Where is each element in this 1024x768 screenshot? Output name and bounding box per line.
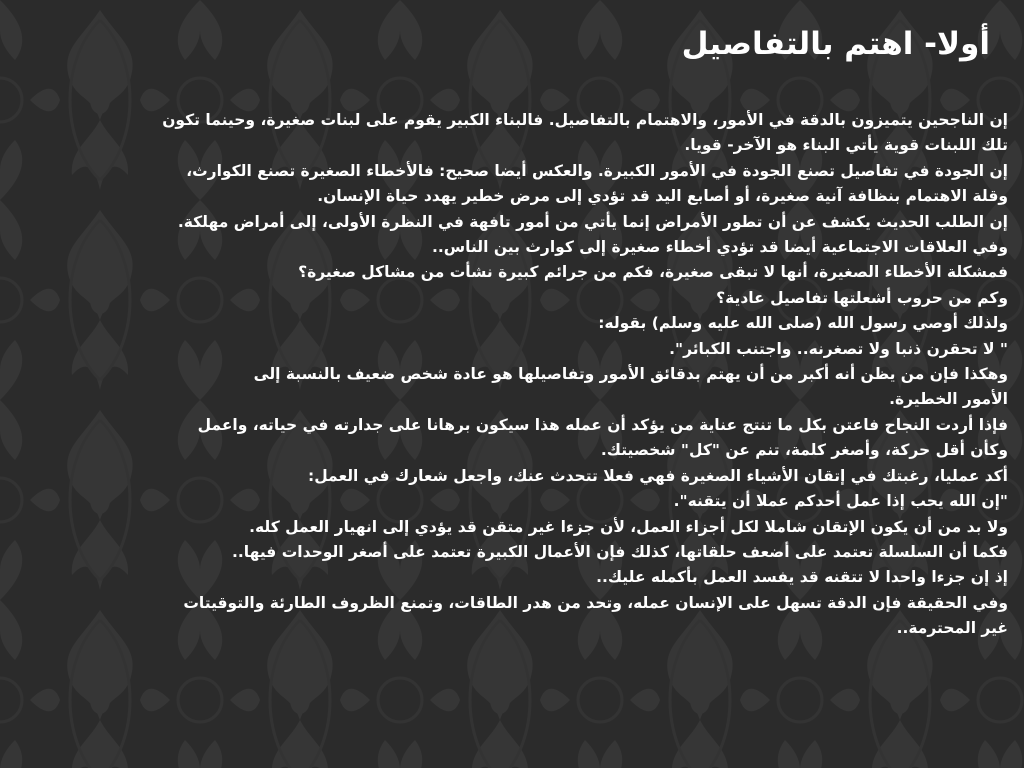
body-line: وكم من حروب أشعلتها تفاصيل عادية؟ <box>716 288 1008 307</box>
body-line: وهكذا فإن من يظن أنه أكبر من أن يهتم بدقائق الأمور وتفاصيلها هو عادة شخص ضعيف بالنسبة إلى <box>253 365 1008 384</box>
body-line: غير المحترمة.. <box>896 619 1008 638</box>
body-line: تلك اللبنات قوية يأتي البناء هو الآخر- قويا. <box>684 136 1008 155</box>
body-line: فمشكلة الأخطاء الصغيرة، أنها لا تبقى صغيرة، فكم من جرائم كبيرة نشأت من مشاكل صغيرة؟ <box>298 263 1008 282</box>
body-line: ولذلك أوصي رسول الله (صلى الله عليه وسلم) بقوله: <box>598 314 1008 333</box>
slide-title: أولا- اهتم بالتفاصيل <box>681 26 990 62</box>
body-line: فإذا أردت النجاح فاعتن بكل ما تنتج عناية من يؤكد أن عمله هذا سيكون برهانا على جدارته في حياته، واعمل <box>197 415 1008 434</box>
body-line: إن الناجحين يتميزون بالدقة في الأمور، والاهتمام بالتفاصيل. فالبناء الكبير يقوم على لبنات صغيرة، وحينما تكون <box>162 111 1008 129</box>
slide-body <box>16 108 1008 642</box>
body-line: وفي الحقيقة فإن الدقة تسهل على الإنسان عمله، وتحد من هدر الطاقات، وتمنع الظروف الطارئة والتوقيتات <box>183 593 1008 612</box>
body-line: وقلة الاهتمام بنظافة آنية صغيرة، أو أصابع اليد قد تؤدي إلى مرض خطير يهدد حياة الإنسان. <box>317 187 1008 206</box>
body-line: أكد عمليا، رغبتك في إتقان الأشياء الصغيرة فهي فعلا تتحدث عنك، واجعل شعارك في العمل: <box>308 466 1008 485</box>
body-line: إن الجودة في تفاصيل تصنع الجودة في الأمور الكبيرة. والعكس أيضا صحيح: فالأخطاء الصغيرة تصنع الكوارث، <box>186 161 1008 180</box>
body-line: إن الطلب الحديث يكشف عن أن تطور الأمراض إنما يأتي من أمور تافهة في النظرة الأولى، إلى أمراض مهلكة. <box>177 212 1008 231</box>
body-line: وفي العلاقات الاجتماعية أيضا قد تؤدي أخطاء صغيرة إلى كوارث بين الناس.. <box>432 238 1008 257</box>
body-line: الأمور الخطيرة. <box>889 390 1008 409</box>
body-line: ولا بد من أن يكون الإتقان شاملا لكل أجزاء العمل، لأن جزءا غير متقن قد يؤدي إلى انهيار العمل كله. <box>249 517 1008 536</box>
body-line: "إن الله يحب إذا عمل أحدكم عملا أن يتقنه". <box>673 492 1008 511</box>
body-line: إذ إن جزءا واحدا لا تتقنه قد يفسد العمل بأكمله عليك.. <box>596 568 1008 587</box>
body-line: وكأن أقل حركة، وأصغر كلمة، تنم عن "كل" شخصيتك. <box>600 441 1008 460</box>
body-line: فكما أن السلسلة تعتمد على أضعف حلقاتها، كذلك فإن الأعمال الكبيرة تعتمد على أصغر الوحدات فيها.. <box>232 542 1008 561</box>
body-line: " لا تحقرن ذنبا ولا تصغرنه.. واجتنب الكبائر". <box>669 339 1008 358</box>
